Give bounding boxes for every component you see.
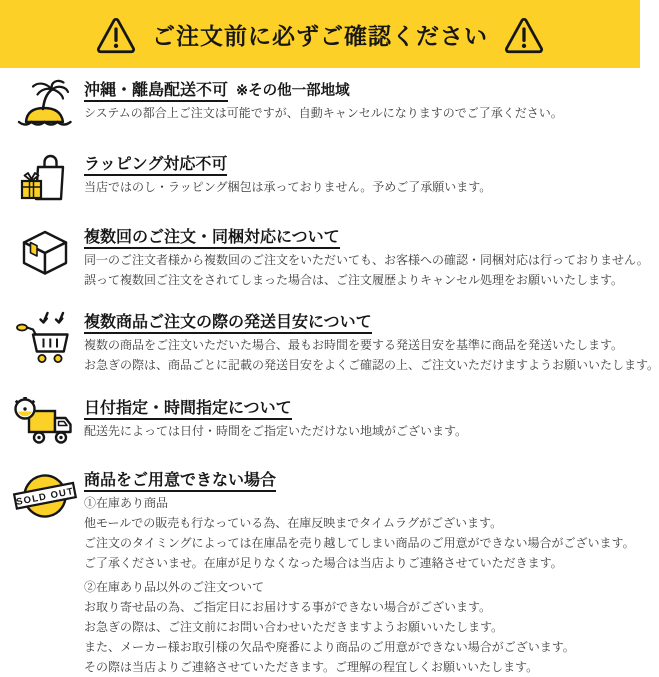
section-body-line: 同一のご注文者様から複数回のご注文をいただいても、お客様への確認・同梱対応は行っておりません。 (84, 253, 649, 267)
section-heading: 日付指定・時間指定について (84, 400, 292, 420)
section-body-line: その際は当店よりご連絡させていただきます。ご理解の程宜しくお願いいたします。 (84, 660, 539, 674)
warning-triangle-icon (96, 16, 136, 53)
section-heading-note: ※その他一部地域 (236, 83, 350, 99)
section-body-line: 複数の商品をご注文いただいた場合、最もお時間を要する発送目安を基準に商品を発送いたします。 (84, 338, 624, 352)
island-icon (17, 78, 73, 134)
section-body-line: 他モールでの販売も行なっている為、在庫反映までタイムラグがございます。 (84, 516, 503, 530)
section-body-line: 配送先によっては日付・時間をご指定いただけない地域がございます。 (84, 424, 468, 438)
section-body-line: ご注文のタイミングによっては在庫品を売り越してしまい商品のご用意ができない場合がございます。 (84, 536, 635, 550)
sold-out-icon (14, 468, 76, 526)
section-body-line: システムの都合上ご注文は可能ですが、自動キャンセルになりますのでご了承ください。 (84, 106, 563, 120)
section-heading: 複数商品ご注文の際の発送目安について (84, 314, 372, 334)
subsection-heading: ②在庫あり品以外のご注文ついて (84, 580, 265, 594)
section-wrapping (6, 151, 632, 208)
section-out-of-stock (6, 467, 635, 677)
cart-icon (15, 310, 75, 366)
section-body-line: 当店ではのし・ラッピング梱包は承っておりません。予めご了承願います。 (84, 180, 492, 194)
banner-title: ご注文前に必ずご確認ください (152, 22, 488, 49)
section-okinawa-shipping (6, 77, 632, 134)
section-heading: 複数回のご注文・同梱対応について (84, 229, 340, 249)
section-body-line: お急ぎの際は、ご注文前にお問い合わせいただきますようお願いいたします。 (84, 620, 504, 634)
section-heading: ラッピング対応不可 (84, 156, 227, 176)
section-heading: 沖縄・離島配送不可 (84, 82, 228, 102)
truck-clock-icon (14, 396, 76, 450)
section-date-time (6, 395, 632, 450)
warning-triangle-icon (504, 16, 544, 53)
subsection-heading: ①在庫あり商品 (84, 496, 169, 510)
section-body-line: ご了承くださいませ。在庫が足りなくなった場合は当店よりご連絡させていただきます。 (84, 556, 563, 570)
sold-out-label: SOLD OUT (15, 485, 76, 508)
section-body-line: お取り寄せ品の為、ご指定日にお届けする事ができない場合がございます。 (84, 600, 492, 614)
section-body-line: 誤って複数回ご注文をされてしまった場合は、ご注文履歴よりキャンセル処理をお願いいたします。 (84, 273, 624, 287)
section-shipping-estimate (6, 309, 659, 375)
notice-sections (0, 68, 659, 677)
section-body-line: お急ぎの際は、商品ごとに記載の発送目安をよくご確認の上、ご注文いただけますようお願いいたします。 (84, 358, 659, 372)
section-body-line: また、メーカー様お取引様の欠品や廃番により商品のご用意ができない場合がございます。 (84, 640, 575, 654)
section-multiple-orders (6, 224, 649, 290)
gift-bag-icon (17, 152, 73, 208)
box-icon (17, 225, 73, 281)
confirmation-banner (0, 0, 640, 68)
section-heading: 商品をご用意できない場合 (84, 472, 276, 492)
